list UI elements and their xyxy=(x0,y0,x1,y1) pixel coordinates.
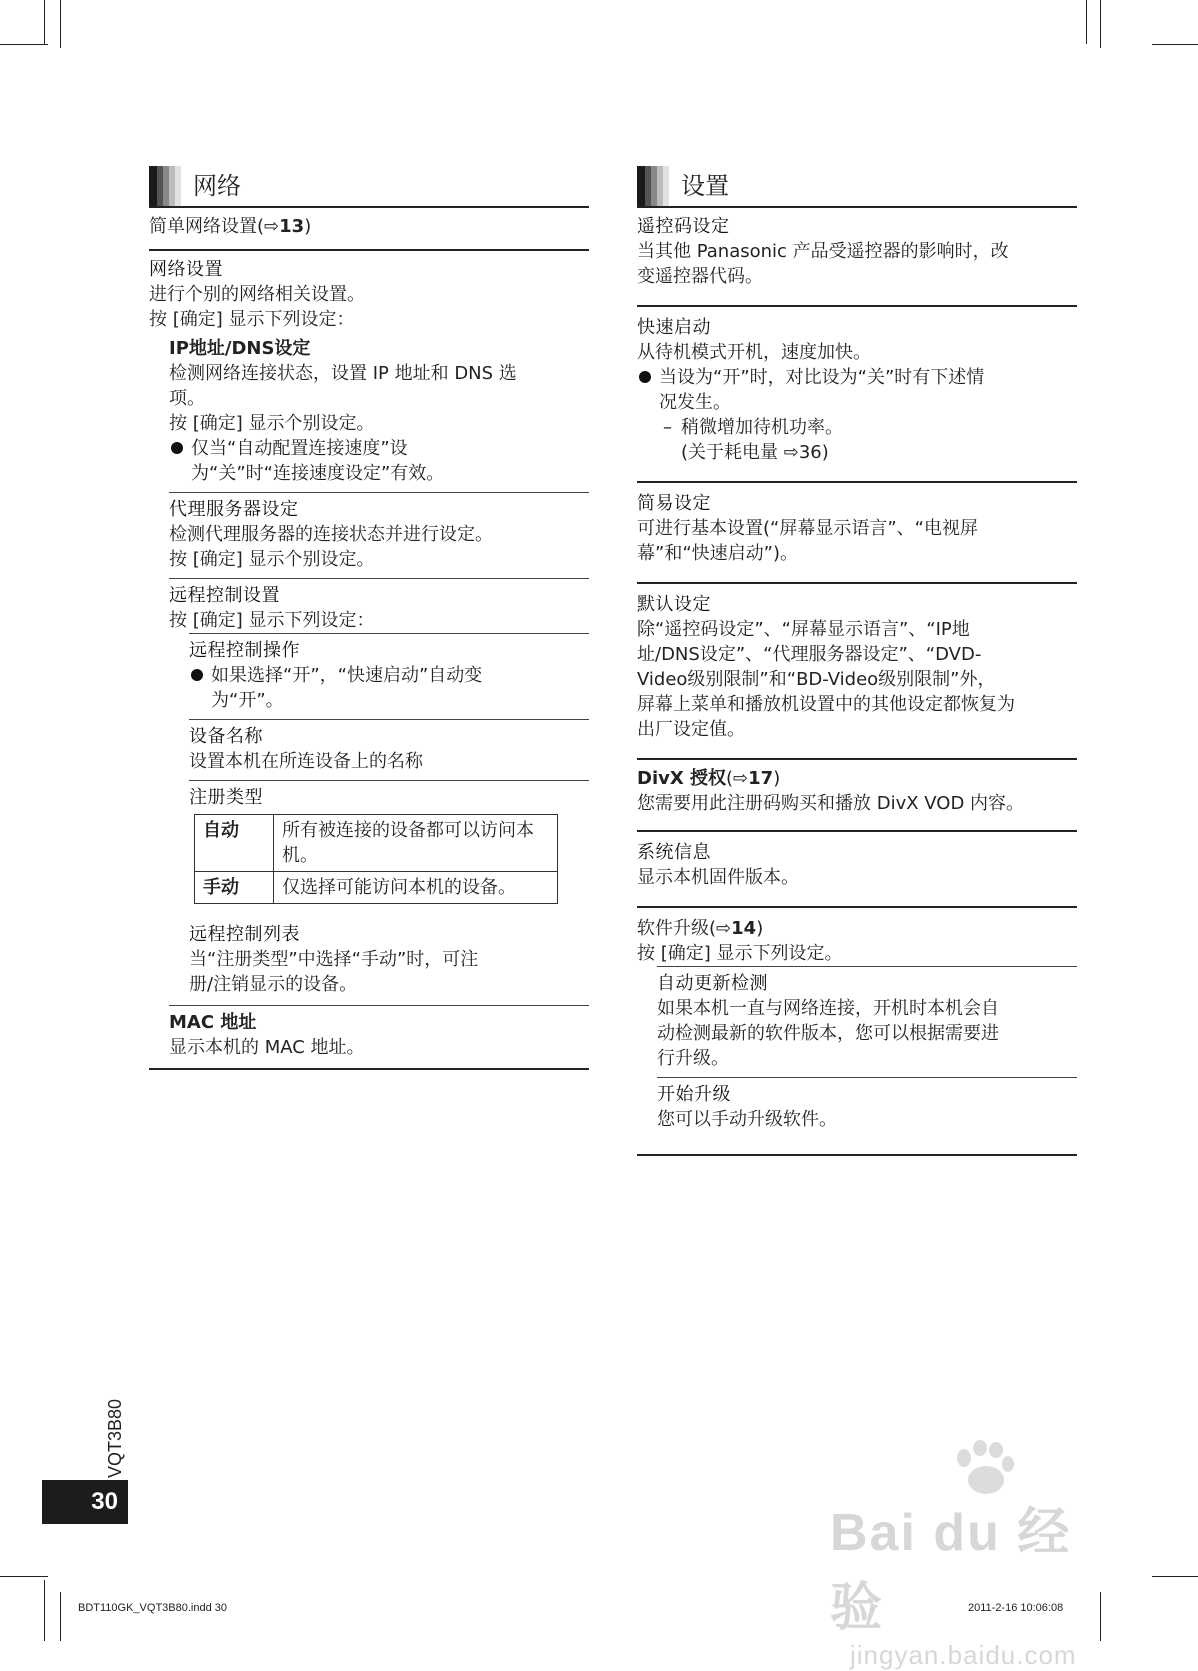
easy-setting-desc: 幕”和“快速启动”)。 xyxy=(637,543,798,564)
network-section-title: 网络 xyxy=(193,172,241,200)
settings-column xyxy=(637,166,1077,1156)
paw-icon xyxy=(950,1440,1020,1500)
divx-ref: 17 xyxy=(748,768,774,789)
remote-list-desc: 当“注册类型”中选择“手动”时，可注 xyxy=(189,949,479,970)
default-setting-desc: 屏幕上菜单和播放机设置中的其他设定都恢复为 xyxy=(637,694,1015,715)
system-info-desc: 显示本机固件版本。 xyxy=(637,867,799,888)
arrow-icon: ⇨ xyxy=(264,216,280,237)
auto-update-desc: 动检测最新的软件版本，您可以根据需要进 xyxy=(657,1023,999,1044)
reg-type-key: 手动 xyxy=(195,872,274,904)
reg-type-value: 所有被连接的设备都可以访问本机。 xyxy=(274,815,558,872)
settings-section-header xyxy=(637,166,1077,208)
bullet-icon xyxy=(191,669,203,681)
model-code: VQT3B80 xyxy=(105,1398,125,1478)
quick-start xyxy=(637,307,1077,483)
default-setting-desc: Video级别限制”和“BD-Video级别限制”外， xyxy=(637,669,996,690)
remote-code-desc: 变遥控器代码。 xyxy=(637,266,763,287)
remote-list-desc: 册/注销显示的设备。 xyxy=(189,974,358,995)
arrow-icon: ⇨ xyxy=(733,768,749,789)
ip-dns-desc: 检测网络连接状态，设置 IP 地址和 DNS 选 xyxy=(169,363,517,384)
proxy-title: 代理服务器设定 xyxy=(169,499,299,520)
remote-list-title: 远程控制列表 xyxy=(189,924,300,945)
remote-control-list xyxy=(189,914,589,1003)
default-setting-desc: 除“遥控码设定”、“屏幕显示语言”、“IP地 xyxy=(637,619,970,640)
bullet-icon xyxy=(639,371,651,383)
proxy-desc: 检测代理服务器的连接状态并进行设定。 xyxy=(169,524,493,545)
network-settings xyxy=(149,251,589,1070)
reg-type-value: 仅选择可能访问本机的设备。 xyxy=(274,872,558,904)
mac-address xyxy=(169,1005,589,1068)
registration-type xyxy=(189,780,589,914)
footer-file: BDT110GK_VQT3B80.indd 30 xyxy=(78,1602,227,1614)
remote-code-desc: 当其他 Panasonic 产品受遥控器的影响时，改 xyxy=(637,241,1009,262)
device-name xyxy=(189,719,589,780)
network-section-header xyxy=(149,166,589,208)
upgrade-title: 软件升级 xyxy=(637,918,709,939)
page-number: 30 xyxy=(42,1480,128,1524)
section-bar-icon xyxy=(149,166,181,206)
divx-registration: DivX 授权(⇨17) 您需要用此注册码购买和播放 DivX VOD 内容。 xyxy=(637,760,1077,832)
ip-dns-title: IP地址/DNS设定 xyxy=(169,338,311,359)
network-column xyxy=(149,166,589,1070)
proxy-setting xyxy=(169,492,589,578)
power-consumption-ref: (关于耗电量 ⇨36) xyxy=(681,442,829,463)
default-setting xyxy=(637,584,1077,760)
footer-timestamp: 2011-2-16 10:06:08 xyxy=(968,1602,1064,1614)
quick-start-dash: – 稍微增加待机功率。 xyxy=(663,417,843,438)
easy-network-label: 简单网络设置 xyxy=(149,216,257,237)
remote-control-press: 按 [确定] 显示下列设定： xyxy=(169,610,375,631)
divx-desc: 您需要用此注册码购买和播放 DivX VOD 内容。 xyxy=(637,793,1025,814)
remote-control-setting xyxy=(169,578,589,1005)
remote-code-title: 遥控码设定 xyxy=(637,216,730,237)
upgrade-ref: 14 xyxy=(731,918,757,939)
network-settings-line: 按 [确定] 显示下列设定： xyxy=(149,309,355,330)
software-upgrade: 软件升级(⇨14) 按 [确定] 显示下列设定。 自动更新检测 如果本机一直与网络连接，开机时本机会自 动检测最新的软件版本，您可以根据需要进 行升级。 开始升级 您可以手动升级软件。 xyxy=(637,908,1077,1156)
remote-operation-title: 远程控制操作 xyxy=(189,640,300,661)
arrow-icon: ⇨ xyxy=(783,442,799,463)
ip-dns-setting xyxy=(169,332,589,492)
ip-dns-bullet: 仅当“自动配置连接速度”设 为“关”时“连接速度设定”有效。 xyxy=(169,436,589,486)
network-settings-line: 进行个别的网络相关设置。 xyxy=(149,284,365,305)
settings-section-title: 设置 xyxy=(681,172,729,200)
start-upgrade xyxy=(657,1077,1077,1138)
auto-update-title: 自动更新检测 xyxy=(657,973,768,994)
remote-operation xyxy=(189,633,589,719)
bullet-icon xyxy=(171,442,183,454)
auto-update-desc: 如果本机一直与网络连接，开机时本机会自 xyxy=(657,998,999,1019)
registration-type-table xyxy=(194,814,558,904)
quick-start-bullet: 当设为“开”时，对比设为“关”时有下述情 况发生。 xyxy=(637,365,1077,415)
quick-start-title: 快速启动 xyxy=(637,317,711,338)
default-setting-title: 默认设定 xyxy=(637,594,711,615)
network-settings-title: 网络设置 xyxy=(149,259,223,280)
easy-setting xyxy=(637,483,1077,584)
mac-title: MAC 地址 xyxy=(169,1012,257,1033)
remote-operation-bullet: 如果选择“开”，“快速启动”自动变 为“开”。 xyxy=(189,663,589,713)
watermark-url: jingyan.baidu.com xyxy=(850,1640,1077,1670)
table-row xyxy=(195,872,558,904)
start-upgrade-desc: 您可以手动升级软件。 xyxy=(657,1109,837,1130)
default-setting-desc: 址/DNS设定”、“代理服务器设定”、“DVD- xyxy=(637,644,982,665)
remote-code-setting xyxy=(637,208,1077,307)
auto-update-check xyxy=(657,966,1077,1077)
device-name-desc: 设置本机在所连设备上的名称 xyxy=(189,751,423,772)
remote-control-title: 远程控制设置 xyxy=(169,585,280,606)
default-setting-desc: 出厂设定值。 xyxy=(637,719,745,740)
start-upgrade-title: 开始升级 xyxy=(657,1084,731,1105)
watermark-brand: Bai du 经验 xyxy=(830,1504,1072,1637)
easy-network-setting: 简单网络设置(⇨13) xyxy=(149,208,589,251)
system-info-title: 系统信息 xyxy=(637,842,711,863)
easy-setting-title: 简易设定 xyxy=(637,493,711,514)
system-info xyxy=(637,832,1077,908)
upgrade-press: 按 [确定] 显示下列设定。 xyxy=(637,943,843,964)
arrow-icon: ⇨ xyxy=(716,918,732,939)
easy-network-ref: 13 xyxy=(279,216,305,237)
ip-dns-press: 按 [确定] 显示个别设定。 xyxy=(169,413,375,434)
mac-desc: 显示本机的 MAC 地址。 xyxy=(169,1037,365,1058)
reg-type-key: 自动 xyxy=(195,815,274,872)
proxy-press: 按 [确定] 显示个别设定。 xyxy=(169,549,375,570)
auto-update-desc: 行升级。 xyxy=(657,1048,729,1069)
ip-dns-desc: 项。 xyxy=(169,388,205,409)
divx-title: DivX 授权 xyxy=(637,768,726,789)
quick-start-desc: 从待机模式开机，速度加快。 xyxy=(637,342,871,363)
table-row xyxy=(195,815,558,872)
easy-setting-desc: 可进行基本设置(“屏幕显示语言”、“电视屏 xyxy=(637,518,978,539)
section-bar-icon xyxy=(637,166,669,206)
device-name-title: 设备名称 xyxy=(189,726,263,747)
registration-type-title: 注册类型 xyxy=(189,787,263,808)
